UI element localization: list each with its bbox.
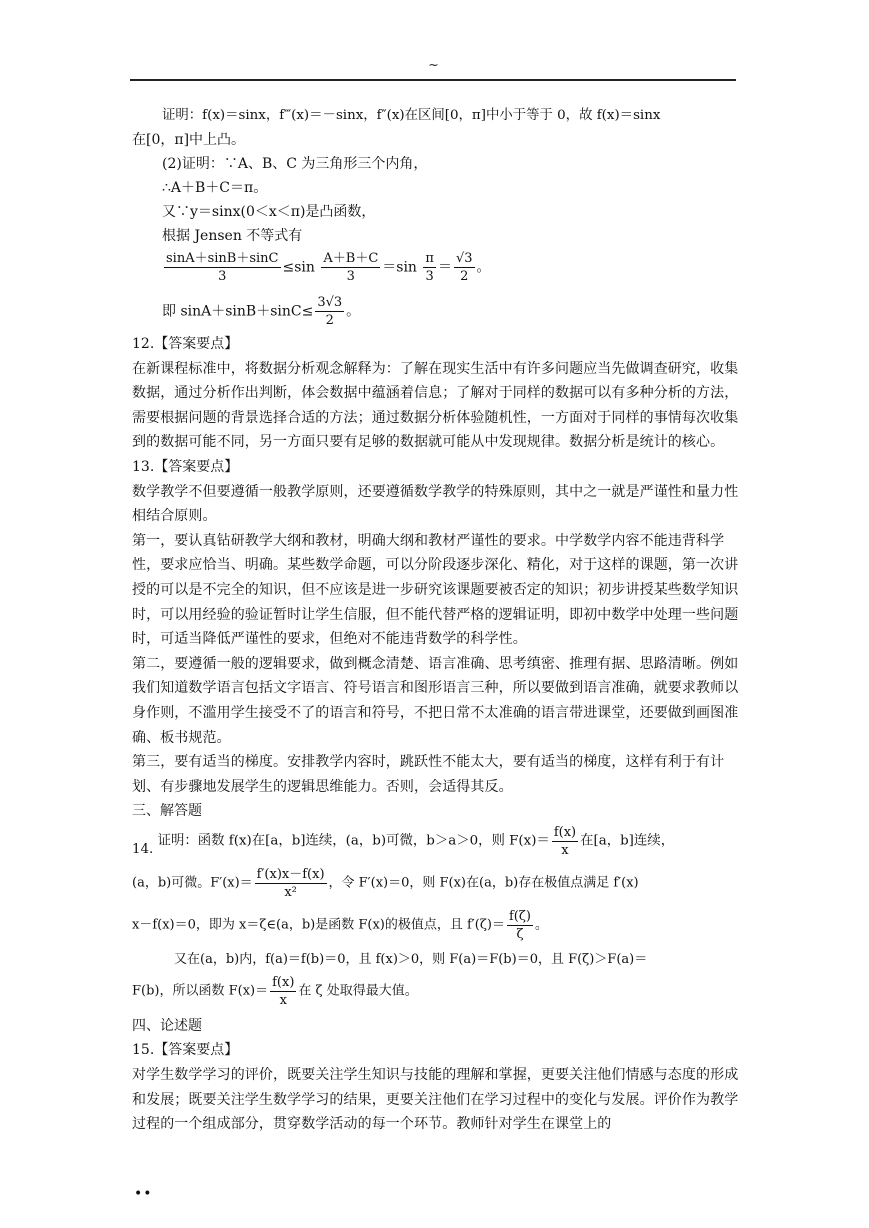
q14-line-1: 14. 证明：函数 f(x)在[a，b]连续，(a，b)可微，b＞a＞0，则 F(x)＝ $\frac{f(x)}{x}$ 在[a，b]连续， <box>132 824 675 858</box>
q13-paragraph-4: 第三，要有适当的梯度。安排教学内容时，跳跃性不能太大，要有适当的梯度，这样有利于有计划、有步骤地发展学生的逻辑思维能力。否则，会适得其反。 <box>132 754 725 795</box>
q13-title: 13.【答案要点】 <box>132 458 239 475</box>
proof-line-1: 证明：f(x)＝sinx，f‴(x)＝－sinx，f″(x)在区间[0，π]中小于等于 0，故 f(x)＝sinx <box>162 108 661 123</box>
fraction: $\frac{f(x)}{x}$ <box>553 824 577 858</box>
fraction: $\frac{\pi}{3}$ <box>425 251 434 284</box>
q13-paragraph-3: 第二，要遵循一般的逻辑要求，做到概念清楚、语言准确、思考缜密、推理有据、思路清晰。例如我们知道数学语言包括文字语言、符号语言和图形语言三种，所以要做到语言准确，就要求教师以身作则，不滥用学生接受不了的语言和符号，不把日常不太准确的语言带进课堂，还要做到画图准确、板书规范。 <box>132 655 739 746</box>
proof-line-3: (2)证明：∵A、B、C 为三角形三个内角， <box>162 156 428 172</box>
proof-line-4: ∴A＋B＋C＝π。 <box>162 180 268 196</box>
fraction: $\frac{f(x)}{x}$ <box>272 974 295 1008</box>
proof-line-6: 根据 Jensen 不等式有 <box>162 228 303 244</box>
header-rule <box>130 79 736 81</box>
footer-mark: •• <box>134 1186 153 1202</box>
jensen-inequality: $\frac{\sin A+\sin B+\sin C}{3}$ ≤sin $\frac{A+B+C}{3}$ ＝sin $\frac{\pi}{3}$ ＝ $\frac{√3}{2}$ 。 <box>166 251 491 284</box>
fraction: $\frac{f(\zeta)}{\zeta}$ <box>508 908 531 942</box>
q15-body: 对学生数学学习的评价，既要关注学生知识与技能的理解和掌握，更要关注他们情感与态度的形成和发展；既要关注学生数学学习的结果，更要关注他们在学习过程中的变化与发展。评价作为教学过程的一个组成部分，贯穿数学活动的每一个环节。教师针对学生在课堂上的 <box>132 1067 739 1133</box>
q14-line-4: 又在(a，b)内，f(a)＝f(b)＝0，且 f(x)＞0，则 F(a)＝F(b)＝0，且 F(ζ)＞F(a)＝ <box>174 951 648 967</box>
q14-line-3: x－f(x)＝0，即为 x＝ζ∈(a，b)是函数 F(x)的极值点，且 f′(ζ)＝ $\frac{f(\zeta)}{\zeta}$ 。 <box>132 908 548 942</box>
section-heading-4: 四、论述题 <box>132 1017 202 1034</box>
q12-title: 12.【答案要点】 <box>132 336 239 352</box>
fraction: $\frac{f'(x)x-f(x)}{\text{x²}}$ <box>256 866 325 900</box>
fraction: $\frac{\sin A+\sin B+\sin C}{3}$ <box>166 251 279 284</box>
q14-line-2: (a，b)可微。F′(x)＝ $\frac{f'(x)x-f(x)}{\text{x²}}$ ，令 F′(x)＝0，则 F(x)在(a，b)存在极值点满足 f′(x) <box>132 866 639 900</box>
section-heading-3: 三、解答题 <box>132 803 202 820</box>
fraction: $\frac{A+B+C}{3}$ <box>323 251 379 284</box>
fraction: $\frac{3√3}{2}$ <box>317 295 343 328</box>
document-body <box>132 104 740 1137</box>
proof-line-5: 又∵y＝sinx(0＜x＜π)是凸函数， <box>162 204 376 220</box>
proof-conclusion: 即 sinA＋sinB＋sinC≤ $\frac{3√3}{2}$ 。 <box>162 295 361 328</box>
q13-paragraph-1: 数学教学不但要遵循一般教学原则，还要遵循数学教学的特殊原则，其中之一就是严谨性和量力性相结合原则。 <box>132 483 739 525</box>
q12-body: 在新课程标准中，将数据分析观念解释为：了解在现实生活中有许多问题应当先做调查研究，收集数据，通过分析作出判断，体会数据中蕴涵着信息；了解对于同样的数据可以有多种分析的方法，需要根据问题的背景选择合适的方法；通过数据分析体验随机性，一方面对于同样的事情每次收集到的数据可能不同，另一方面只要有足够的数据就可能从中发现规律。数据分析是统计的核心。 <box>132 360 739 451</box>
q13-paragraph-2: 第一，要认真钻研教学大纲和教材，明确大纲和教材严谨性的要求。中学数学内容不能违背科学性，要求应恰当、明确。某些数学命题，可以分阶段逐步深化、精化，对于这样的课题，第一次讲授的可以是不完全的知识，但不应该是进一步研究该课题要被否定的知识；初步讲授某些数学知识时，可以用经验的验证暂时让学生信服，但不能代替严格的逻辑证明，即初中数学中处理一些问题时，可适当降低严谨性的要求，但绝对不能违背数学的科学性。 <box>132 532 739 648</box>
q14-line-5: F(b)，所以函数 F(x)＝ $\frac{f(x)}{x}$ 在 ζ 处取得最大值。 <box>132 974 418 1008</box>
header-mark: ~ <box>428 58 439 73</box>
proof-line-2: 在[0，π]中上凸。 <box>132 132 246 148</box>
q15-title: 15.【答案要点】 <box>132 1042 239 1059</box>
fraction: $\frac{√3}{2}$ <box>455 251 473 284</box>
